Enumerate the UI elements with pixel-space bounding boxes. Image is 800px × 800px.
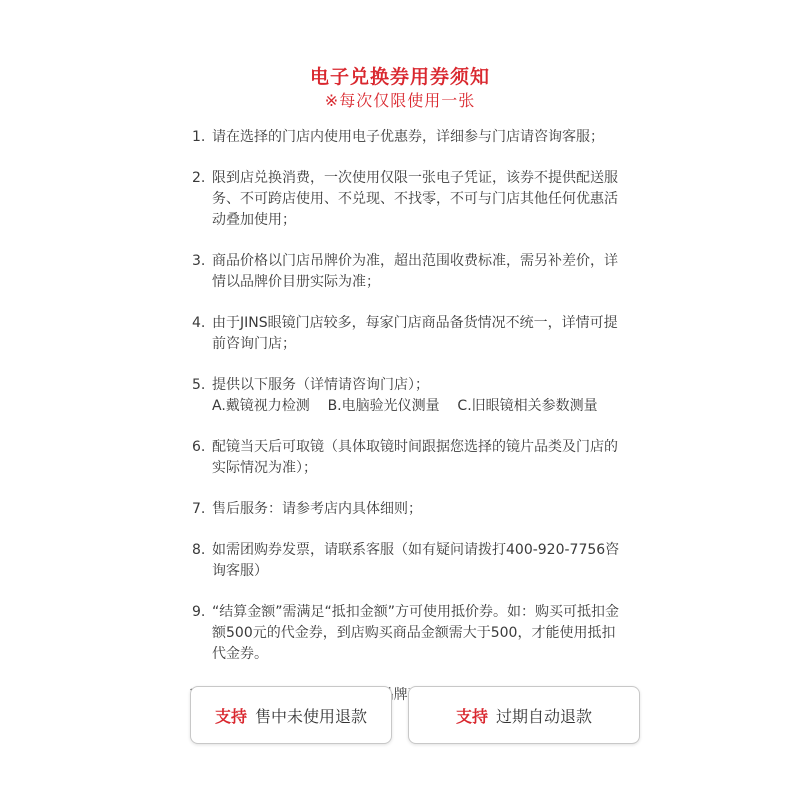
rule-item-5: [192, 375, 622, 417]
support-tag: 支持: [214, 706, 247, 726]
rule-text: “结算金额”需满足“抵扣金额”方可使用抵价券。如：购买可抵扣金额500元的代金券，到店购买商品金额需大于500，才能使用抵扣代金券。: [212, 604, 620, 662]
refund-unused-badge: [190, 686, 392, 744]
rules-list: [192, 127, 622, 726]
rule-number: 1.: [192, 129, 206, 145]
rule-number: 9.: [192, 604, 206, 620]
rule-text: 商品价格以门店吊牌价为准，超出范围收费标准，需另补差价，详情以品牌价目册实际为准；: [212, 253, 618, 290]
rule-number: 5.: [192, 377, 206, 393]
rule-text: 配镜当天后可取镜（具体取镜时间跟据您选择的镜片品类及门店的实际情况为准）；: [212, 439, 618, 476]
rule-text: 售后服务：请参考店内具体细则；: [212, 501, 422, 517]
rule-number: 3.: [192, 253, 206, 269]
rule-item-3: [192, 251, 622, 293]
rule-number: 8.: [192, 542, 206, 558]
rule-text: 请在选择的门店内使用电子优惠券，详细参与门店请咨询客服；: [212, 129, 604, 145]
rule-item-9: [192, 602, 622, 665]
rule-text: 由于JINS眼镜门店较多，每家门店商品备货情况不统一，详情可提前咨询门店；: [212, 315, 618, 352]
badge-label: 过期自动退款: [496, 706, 593, 726]
support-tag: 支持: [455, 706, 488, 726]
rule-services: A.戴镜视力检测 B.电脑验光仪测量 C.旧眼镜相关参数测量: [212, 398, 598, 414]
rule-number: 7.: [192, 501, 206, 517]
rule-text: 如需团购券发票，请联系客服（如有疑问请拨打400-920-7756咨询客服）: [212, 542, 620, 579]
rule-item-7: [192, 499, 622, 520]
rule-item-2: [192, 168, 622, 231]
page-subtitle: ※每次仅限使用一张: [324, 91, 476, 110]
rule-number: 6.: [192, 439, 206, 455]
rule-item-8: [192, 540, 622, 582]
rule-item-6: [192, 437, 622, 479]
rule-number: 4.: [192, 315, 206, 331]
badge-label: 售中未使用退款: [255, 706, 368, 726]
rule-item-1: [192, 127, 622, 148]
refund-expired-badge: [408, 686, 640, 744]
rule-item-4: [192, 313, 622, 355]
refund-badges: [190, 686, 640, 744]
page-title: 电子兑换券用券须知: [309, 66, 490, 88]
rule-text: 限到店兑换消费，一次使用仅限一张电子凭证，该券不提供配送服务、不可跨店使用、不兑现、不找零，不可与门店其他任何优惠活动叠加使用；: [212, 170, 618, 228]
rule-number: 2.: [192, 170, 206, 186]
rule-text: 提供以下服务（详情请咨询门店）；: [212, 377, 429, 393]
